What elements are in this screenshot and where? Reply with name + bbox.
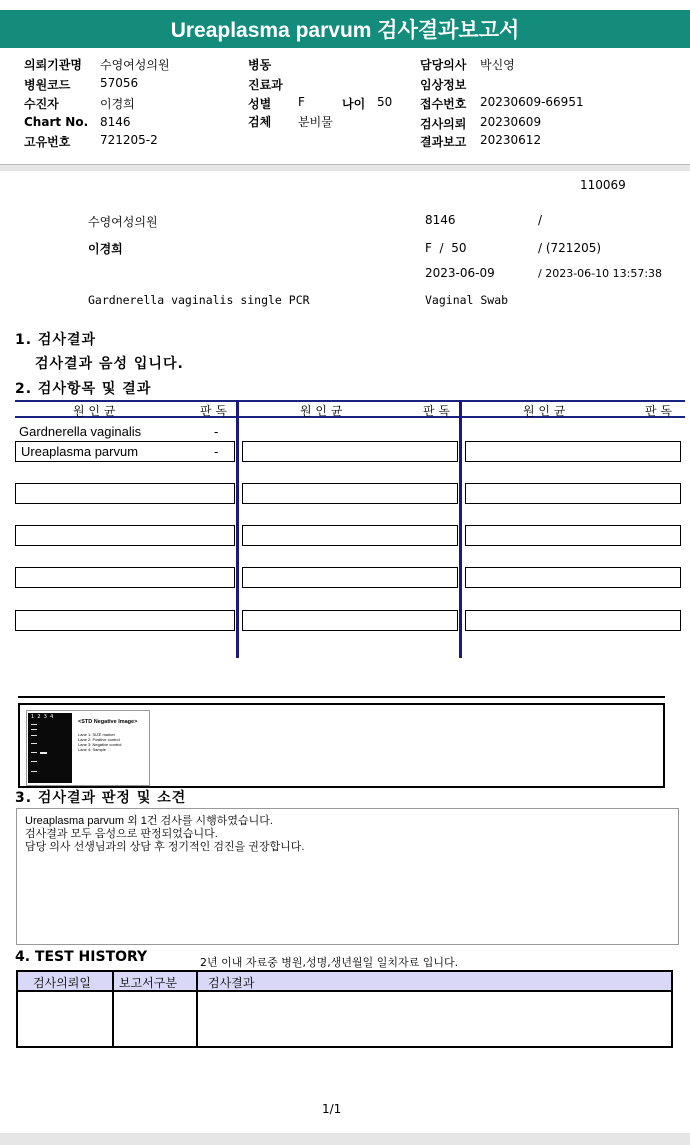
result-cell (242, 525, 458, 546)
section1-heading: 1. 검사결과 (15, 332, 97, 348)
info-label: 성별 (248, 97, 272, 111)
marker-band (31, 761, 37, 762)
gel-legend-line: Lane 2: Positive control (78, 737, 120, 742)
section2-heading: 2. 검사항목 및 결과 (15, 381, 152, 397)
info-value: 20230609 (480, 115, 542, 129)
result-cell (242, 483, 458, 504)
info-value: 분비물 (298, 115, 333, 129)
info-label: 의뢰기관명 (24, 58, 82, 72)
info-value: 20230609-66951 (480, 95, 584, 109)
marker-band (31, 724, 37, 725)
summary-id: / (721205) (538, 241, 602, 255)
history-note: 2년 이내 자료중 병원,성명,생년월일 일치자료 입니다. (200, 956, 459, 969)
gel-image-box (18, 703, 665, 788)
info-label: 결과보고 (420, 135, 467, 149)
info-label: 수진자 (24, 97, 59, 111)
results-table-header (15, 400, 685, 418)
section3-heading: 3. 검사결과 판정 및 소견 (15, 790, 187, 806)
separator (0, 165, 690, 171)
pathogen-result: - (214, 424, 219, 439)
result-cell (465, 441, 681, 462)
result-cell (15, 525, 235, 546)
gel-legend-line: Lane 3: Negative control (78, 742, 122, 747)
info-label: Chart No. (24, 115, 89, 129)
gel-photo (28, 713, 72, 783)
column-divider (236, 400, 239, 658)
history-header (18, 972, 671, 992)
comment-line: 검사결과 모두 음성으로 판정되었습니다. (25, 828, 218, 840)
gel-title: <STD Negative Image> (78, 719, 138, 725)
info-label: 진료과 (248, 78, 283, 92)
col-result: 판 독 (200, 404, 227, 418)
info-label: 담당의사 (420, 58, 467, 72)
result-cell (242, 441, 458, 462)
column-divider (459, 400, 462, 658)
summary-specimen: Vaginal Swab (425, 293, 509, 307)
patient-info (0, 48, 690, 165)
info-value: 721205-2 (100, 133, 158, 147)
gel-legend-line: Lane 1: SIZE marker (78, 732, 115, 737)
report-title: Ureaplasma parvum 검사결과보고서 (0, 10, 690, 48)
age-label: 나이 (342, 97, 366, 111)
history-col: 검사결과 (208, 976, 255, 990)
comment-box (16, 808, 679, 945)
summary-date1: 2023-06-09 (425, 266, 495, 280)
col-pathogen: 원 인 균 (523, 404, 566, 418)
result-cell (465, 483, 681, 504)
summary-sex-age: F / 50 (425, 241, 467, 255)
summary-patient: 이경희 (88, 242, 123, 256)
history-divider (112, 972, 114, 1046)
comment-line: 담당 의사 선생님과의 상담 후 정기적인 검진을 권장합니다. (25, 841, 305, 853)
info-value: F (298, 95, 305, 109)
result-cell (465, 610, 681, 631)
col-pathogen: 원 인 균 (73, 404, 116, 418)
result-cell (465, 525, 681, 546)
marker-band (31, 752, 37, 753)
info-label: 검사의뢰 (420, 117, 467, 131)
info-label: 병동 (248, 58, 272, 72)
report-code: 110069 (580, 178, 626, 192)
result-cell (465, 567, 681, 588)
info-label: 검체 (248, 115, 272, 129)
age-value: 50 (377, 95, 393, 109)
info-label: 접수번호 (420, 97, 467, 111)
pathogen-result: - (214, 444, 219, 459)
gel-legend (78, 732, 121, 752)
comment-line: Ureaplasma parvum 외 1건 검사를 시행하였습니다. (25, 815, 273, 827)
info-value: 박신영 (480, 58, 515, 72)
summary-hospital: 수영여성의원 (88, 215, 158, 229)
pathogen-name: Ureaplasma parvum (21, 444, 139, 459)
col-pathogen: 원 인 균 (300, 404, 343, 418)
info-label: 병원코드 (24, 78, 71, 92)
marker-band (31, 743, 37, 744)
gel-image (26, 710, 150, 786)
summary-slash: / (538, 213, 543, 227)
col-result: 판 독 (423, 404, 450, 418)
info-label: 고유번호 (24, 135, 71, 149)
summary-test: Gardnerella vaginalis single PCR (88, 293, 310, 307)
control-band (40, 752, 47, 754)
result-cell (15, 483, 235, 504)
info-value: 57056 (100, 76, 139, 90)
history-col: 보고서구분 (119, 976, 177, 990)
bottom-strip (0, 1133, 690, 1145)
page-number: 1/1 (322, 1102, 342, 1116)
section4-heading: 4. TEST HISTORY (15, 949, 148, 965)
info-value: 20230612 (480, 133, 542, 147)
info-label: 임상정보 (420, 78, 467, 92)
result-cell (242, 567, 458, 588)
marker-band (31, 771, 37, 772)
col-result: 판 독 (645, 404, 672, 418)
info-value: 수영여성의원 (100, 58, 170, 72)
divider (18, 696, 665, 698)
result-cell (15, 610, 235, 631)
info-value: 이경희 (100, 97, 135, 111)
summary-date2: / 2023-06-10 13:57:38 (538, 267, 663, 280)
info-value: 8146 (100, 115, 131, 129)
result-cell (15, 567, 235, 588)
result-cell (242, 610, 458, 631)
marker-band (31, 729, 37, 730)
gel-lane-numbers: 1 2 3 4 (31, 714, 54, 720)
history-table (16, 970, 673, 1048)
history-divider (196, 972, 198, 1046)
marker-band (31, 735, 37, 736)
history-col: 검사의뢰일 (33, 976, 91, 990)
pathogen-name: Gardnerella vaginalis (19, 424, 142, 439)
section1-text: 검사결과 음성 입니다. (35, 356, 184, 372)
summary-chart: 8146 (425, 213, 456, 227)
gel-legend-line: Lane 4: Sample (78, 747, 107, 752)
